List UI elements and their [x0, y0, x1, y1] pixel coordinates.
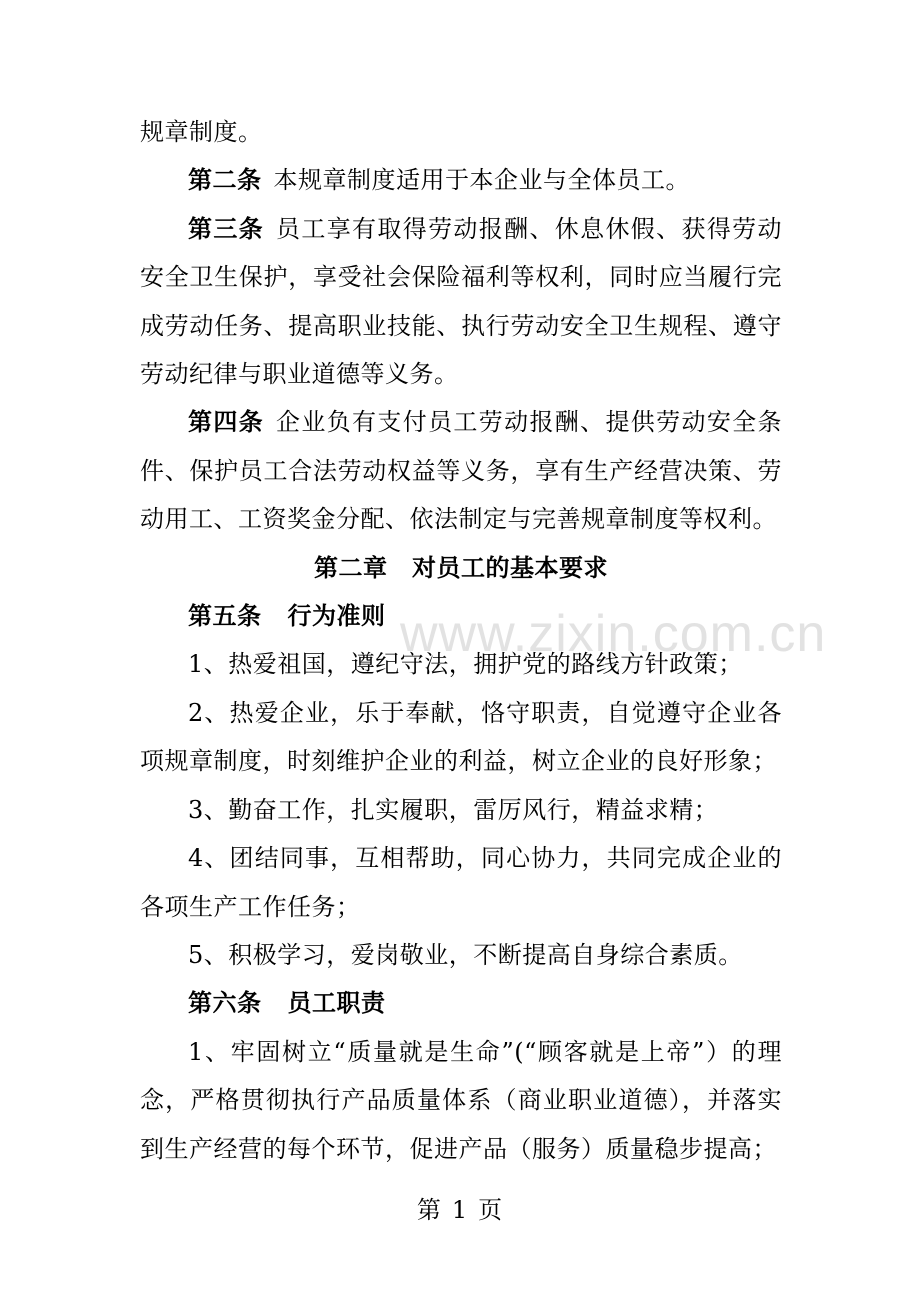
article-text: 本规章制度适用于本企业与全体员工。: [273, 166, 690, 195]
list-item: 3、勤奋工作，扎实履职，雷厉风行，精益求精；: [188, 795, 719, 824]
article-5-heading: [140, 592, 782, 640]
list-item: 1、牢固树立“质量就是生命”(“顾客就是上帝”）的理念，严格贯彻执行产品质量体系（商业职业道德），并落实到生产经营的每个环节，促进产品（服务）质量稳步提高；: [140, 1037, 782, 1163]
article-label: 第二条: [188, 165, 262, 195]
article-label: 第三条: [188, 213, 265, 243]
list-item: 1、热爱祖国，遵纪守法，拥护党的路线方针政策；: [188, 650, 743, 679]
article-3: [140, 205, 782, 399]
chapter-label: 第二章: [314, 552, 388, 582]
chapter-title: 对员工的基本要求: [412, 552, 608, 582]
paragraph-continuation: [140, 108, 782, 156]
footer-prefix: 第: [416, 1196, 442, 1224]
page-number: 1: [451, 1196, 469, 1224]
article-title: 行为准则: [287, 601, 386, 631]
watermark: www.zixin.com.cn: [400, 605, 827, 663]
footer-suffix: 页: [478, 1196, 504, 1224]
article-2: [140, 156, 782, 204]
list-item: 5、积极学习，爱岗敬业，不断提高自身综合素质。: [188, 940, 743, 969]
page-footer: [0, 1190, 920, 1230]
article-title: 员工职责: [287, 988, 386, 1018]
article-4: [140, 398, 782, 543]
article-label: 第六条: [188, 988, 262, 1018]
list-item: 4、团结同事，互相帮助，同心协力，共同完成企业的各项生产工作任务；: [140, 844, 782, 921]
article-label: 第四条: [188, 407, 265, 437]
chapter-heading: [140, 544, 782, 592]
article-6-heading: [140, 979, 782, 1027]
document-body: [140, 108, 782, 1173]
list-item: 2、热爱企业，乐于奉献，恪守职责，自觉遵守企业各项规章制度，时刻维护企业的利益，树立企业的良好形象；: [140, 698, 782, 776]
paragraph-text: 规章制度。: [140, 118, 263, 146]
article-text: 企业负有支付员工劳动报酬、提供劳动安全条件、保护员工合法劳动权益等义务，享有生产经营决策、劳动用工、工资奖金分配、依法制定与完善规章制度等权利。: [140, 408, 783, 534]
article-label: 第五条: [188, 601, 262, 631]
article-text: 员工享有取得劳动报酬、休息休假、获得劳动安全卫生保护，享受社会保险福利等权利，同时应当履行完成劳动任务、提高职业技能、执行劳动安全卫生规程、遵守劳动纪律与职业道德等义务。: [140, 214, 783, 389]
